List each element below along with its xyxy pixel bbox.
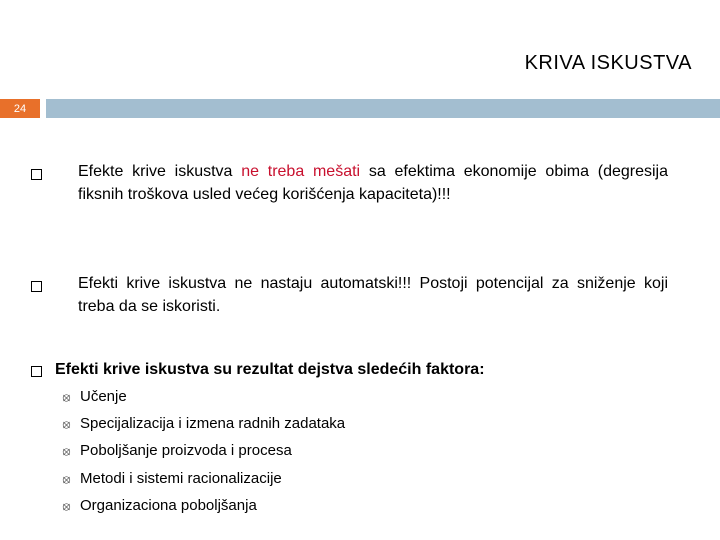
square-bullet-icon	[31, 169, 42, 180]
square-bullet-icon	[31, 366, 42, 377]
header-strip	[46, 99, 720, 118]
factor-label: Organizaciona poboljšanja	[80, 497, 257, 514]
highlight-text: ne treba mešati	[241, 163, 361, 180]
slide-title: KRIVA ISKUSTVA	[524, 52, 692, 74]
cross-circle-bullet-icon: ⦻	[62, 416, 71, 431]
bullet-text-economies	[78, 160, 668, 206]
slide-number: 24	[0, 99, 40, 118]
slide-header-bar	[0, 99, 720, 118]
bullet-text-part: Efekte krive iskustva	[78, 163, 242, 180]
factor-label: Metodi i sistemi racionalizacije	[80, 470, 282, 487]
factors-heading: Efekti krive iskustva su rezultat dejstva sledećih faktora:	[55, 361, 485, 378]
square-bullet-icon	[31, 281, 42, 292]
cross-circle-bullet-icon: ⦻	[62, 443, 71, 458]
bullet-text-automatic: Efekti krive iskustva ne nastaju automatski!!! Postoji potencijal za sniženje koji treba da se iskoristi.	[78, 275, 668, 315]
cross-circle-bullet-icon: ⦻	[62, 471, 71, 486]
factor-label: Specijalizacija i izmena radnih zadataka	[80, 415, 346, 432]
factor-label: Učenje	[80, 388, 127, 405]
cross-circle-bullet-icon: ⦻	[62, 498, 71, 513]
cross-circle-bullet-icon: ⦻	[62, 389, 71, 404]
factor-label: Poboljšanje proizvoda i procesa	[80, 442, 292, 459]
bullet-text-part: sa efektima ekonomije obima (degresija fiksnih troškova usled većeg korišćenja kapaciteta)!!!	[78, 163, 669, 203]
